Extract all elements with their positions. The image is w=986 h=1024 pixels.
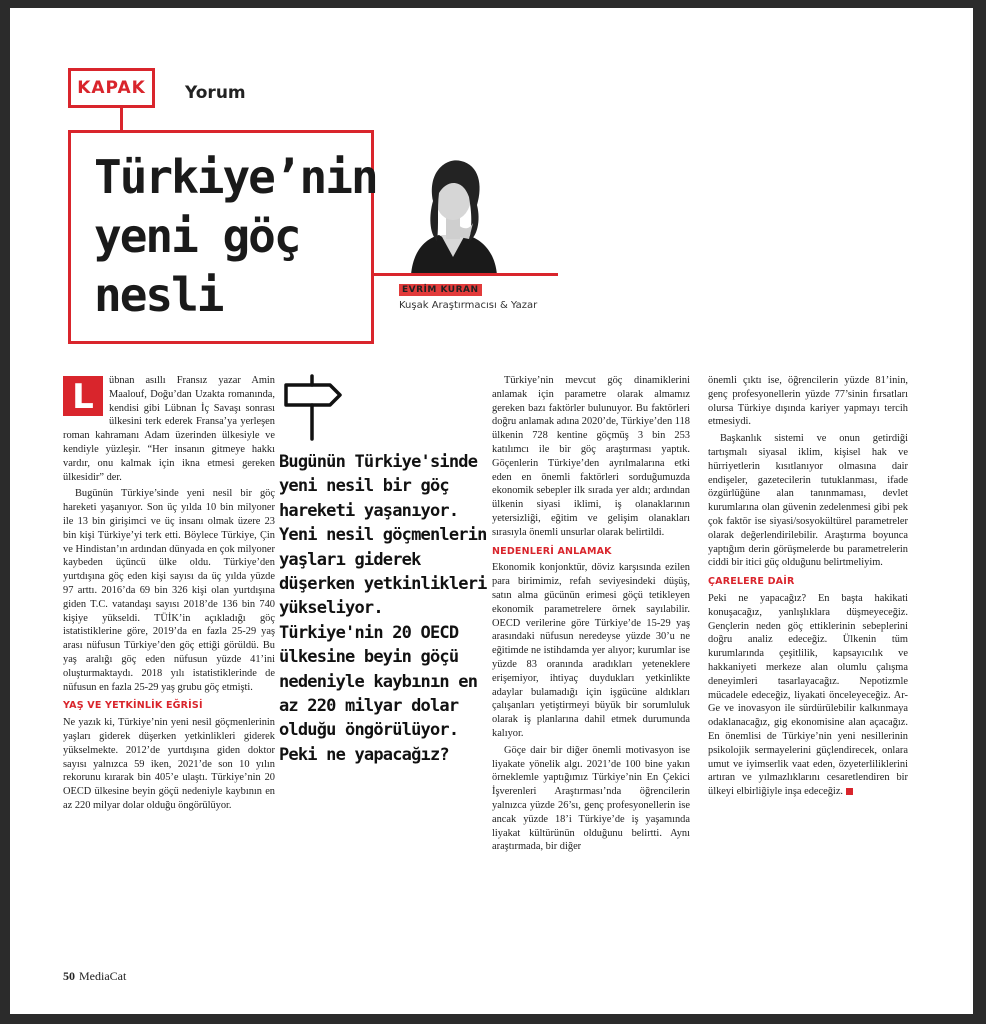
author-name: EVRİM KURAN (399, 284, 482, 296)
paragraph: önemli çıktı ise, öğrencilerin yüzde 81’inin, genç profesyonellerin yüzde 77’sinin fırsatları olursa Türkiye dışında kariyer yapmayı tercih etmesiydi. (708, 375, 908, 428)
page-title (94, 148, 377, 325)
page-footer (63, 969, 126, 984)
page-number: 50 (63, 969, 75, 983)
section-heading: NEDENLERİ ANLAMAK (492, 545, 612, 557)
end-mark-icon (846, 788, 853, 795)
paragraph (708, 592, 908, 799)
paragraph: Türkiye’nin mevcut göç dinamiklerini anlamak için parametre olarak almamız gereken bazı faktörler bulunuyor. Bu faktörleri doğru anlamak adına 2020’de, Türkiye’den 118 ülkenin 728 kentine göçmüş 3 bin 253 katılımcı ile bir göç araştırması yaptık. Göçenlerin Türkiye’den ayrılmalarına etki eden en önemli faktörleri sorduğumuzda ekonomik sebepler ilk sırada yer aldı; ardından ülkenin siyasi iklimi, iş olanaklarının yetersizliği, eğitim ve gelişim olanakları sırasıyla önemli unsurlar olarak belirtildi. (492, 375, 690, 538)
publication-name: MediaCat (79, 969, 127, 983)
paragraph: Başkanlık sistemi ve onun getirdiği tartışmalı siyasal iklim, kişisel hak ve hürriyetlerin kısıtlanıyor olmasına dair endişeler, gazetecilerin tutuklanması, ifade özgürlüğüne alan tanınmaması, devlet kurumlarına olan güvenin zedelenmesi gibi pek çok faktör ise siyasi/sosyokültürel parametreler olarak değerlendirilebilir. Araştırma boyunca yaptığım derin görüşmelerde bu parametrelerin ciddi bir itici güç olduğunu belirtmeliyim. (708, 433, 908, 569)
magazine-page (10, 8, 973, 1014)
section-heading: ÇARELERE DAİR (708, 576, 795, 588)
title-line: Türkiye’nin (94, 150, 377, 204)
article-column-1 (63, 374, 275, 816)
author-divider (374, 273, 558, 276)
article-column-4 (708, 374, 908, 802)
article-column-3 (492, 374, 690, 857)
connector-line (120, 108, 123, 131)
paragraph: Göçe dair bir diğer önemli motivasyon ise liyakate yönelik algı. 2021’de 100 bine yakın örneklemle yaptığımız Türkiye’nin En Çekici İşverenleri Araştırması’nda öğrencilerin yalnızca yüzde 26’sı, genç profesyonellerin ise ancak yüzde 18’i Türkiye’de iş yaşamında liyakat kültürünün olduğunu belirtti. Aynı araştırmada, bir diğer (492, 744, 690, 853)
title-line: nesli (94, 268, 223, 322)
signpost-icon (280, 373, 345, 443)
pull-quote: Bugünün Türkiye'sinde yeni nesil bir göç hareketi yaşanıyor. Yeni nesil göçmenlerin yaşları giderek düşerken yetkinlikleri yükseliyor. Türkiye'nin 20 OECD ülkesine beyin göçü nedeniyle kaybının en az 220 milyar dolar olduğu öngörülüyor. Peki ne yapacağız? (279, 452, 487, 765)
paragraph: Ekonomik konjonktür, döviz karşısında ezilen para birimimiz, refah seviyesindeki düşüş, satın alma gücünün erimesi göçü tetikleyen ekonomik parametrelere örnek sayılabilir. OECD verilerine göre Türkiye’de 15-29 yaş arasındaki nüfusun neredeyse yüzde 30’u ne eğitimde ne istihdamda yer alıyor; kurumlar ise yüzde 83 oranında aradıkları yeteneklere erişemiyor, ihtiyaç duydukları yetkinlikte adaylar bulamadığı için işgücüne aldıkları çalışanları yetiştirmeyi büyük bir sorumluluk olarak iş planlarına dahil etmek durumunda kalıyor. (492, 562, 690, 739)
author-role: Kuşak Araştırmacısı & Yazar (399, 300, 538, 311)
paragraph (63, 374, 275, 484)
section-label: KAPAK (68, 68, 155, 108)
section-heading: YAŞ VE YETKİNLİK EĞRİSİ (63, 700, 203, 712)
category-label: Yorum (185, 83, 246, 103)
drop-cap: L (63, 376, 103, 416)
author-photo (403, 153, 503, 275)
paragraph: Bugünün Türkiye’sinde yeni nesil bir göç hareketi yaşanıyor. Son üç yılda 10 bin milyoner ile 13 bin girişimci ve üç insanı olmak üzere 23 bin kişi Türkiye’yi terk etti. Böylece Türkiye, Çin ve Hindistan’ın ardından dünyada en çok milyoner kaybeden üçüncü ülke oldu. Türkiye’den yurtdışına göç eden kişi sayısı da üç yılda yüzde 97 arttı. 2016’da 69 bin 326 kişi olan yurtdışına giden T.C. vatandaşı sayısı 2018’de 136 bin 740 kişiye yükseldi. TÜİK’in açıkladığı göç istatistiklerine göre, 2019’da en fazla 25-29 yaş arası nüfusun Türkiye’den göç ettiği görüldü. Bu yaş aralığı göç eden nüfusun yüzde 41’ini oluşturmaktaydı. 2018 yılı istatistiklerinde de nüfusun en fazla 25-29 yaş grubu göç etmişti. (63, 488, 275, 693)
paragraph-text: Peki ne yapacağız? En başta hakikati konuşacağız, yanlışlıklara düşmeyeceğiz. Gençlerin neden göç ettiklerinin sebeplerini doğru analiz edeceğiz. Ülkenin tüm kurumlarında çeşitlilik, kapsayıcılık ve hakkaniyeti merkeze alan olumlu çalışma deneyimleri tasarlayacağız. Nepotizmle mücadele edeceğiz, liyakati önceleyeceğiz. Ar-Ge ve inovasyon ile sürdürülebilir kalkınmaya odaklanacağız, gig ekonomisine alan açacağız. En önemlisi de Türkiye’nin yeni nesillerinin psikolojik sermayelerini güçlendirecek, onlara umut ve iyimserlik vaat eden, özyeterliliklerini artıran ve yılmazlıklarını cesaretlendiren bir ülkeyi elbirliğiyle inşa edeceğiz. (708, 592, 908, 798)
title-line: yeni göç (94, 209, 300, 263)
paragraph: Ne yazık ki, Türkiye’nin yeni nesil göçmenlerinin yaşları giderek düşerken yetkinlikleri giderek yükselmekte. 2012’de yurtdışına giden doktor sayısı yalnızca 59 iken, 2021’de son 10 yılın rekorunu kırarak bin 405’e ulaştı. Türkiye’nin 20 OECD ülkesine beyin göçü nedeniyle kaybının en az 220 milyar dolar olduğu öngörülüyor. (63, 717, 275, 811)
paragraph-text: übnan asıllı Fransız yazar Amin Maalouf, Doğu’dan Uzakta romanında, kendisi gibi Lübnan İç Savaşı sonrası ülkesini terk ederek Fransa’ya yerleşen roman kahramanı Adam üzerinden ülkesiyle ve kendiyle yüzleşir. “Her insanın gitmeye hakkı vardır, onu kalmak için ikna etmesi gereken ülkesidir” der. (63, 375, 275, 483)
